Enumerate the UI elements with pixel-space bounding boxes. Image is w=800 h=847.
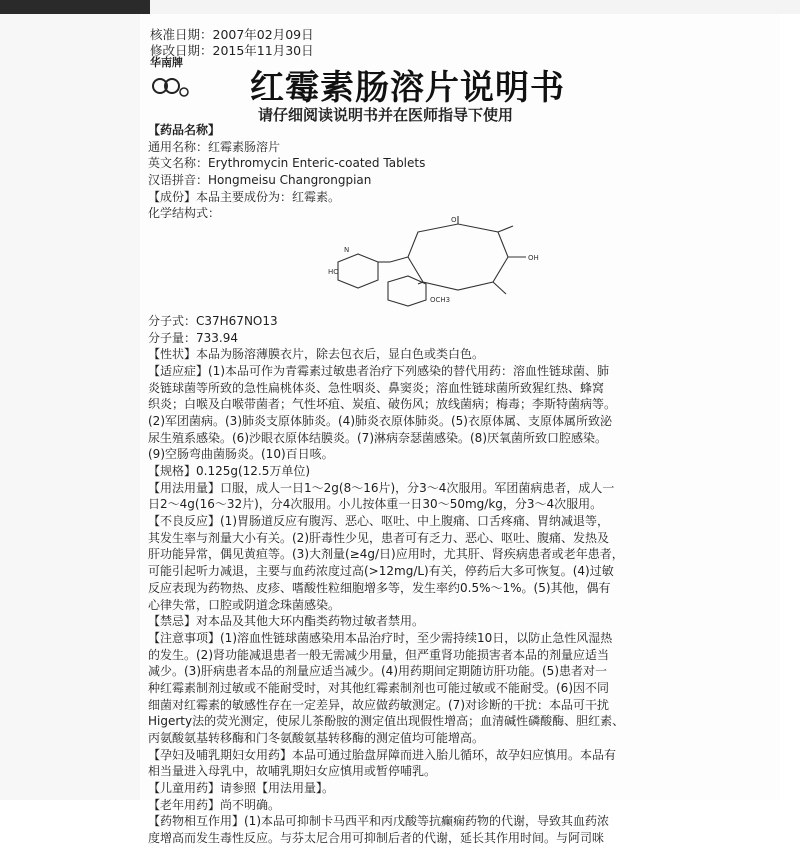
indications-line: 【适应症】(1)本品可作为青霉素过敏患者治疗下列感染的替代用药：溶血性链球菌、肺 (148, 363, 610, 378)
svg-text:N: N (344, 246, 350, 255)
svg-text:O: O (451, 216, 457, 225)
dosage-line: 【用法用量】口服，成人一日1～2g(8～16片)，分3～4次服用。军团菌病患者，成人一 (148, 480, 615, 495)
molecular-formula: 分子式：C37H67NO13 (148, 313, 278, 328)
precautions-line: 丙氨酸氨基转移酶和门冬氨酸氨基转移酶的测定值均可能增高。 (148, 731, 485, 746)
indications-line: (9)空肠弯曲菌肠炎。(10)百日咳。 (148, 447, 334, 462)
adverse-line: 可能引起听力减退，主要与血药浓度过高(>12mg/L)有关，停药后大多可恢复。(4)过敏 (148, 564, 614, 579)
svg-text:HO: HO (328, 268, 339, 277)
interactions-line: 【药物相互作用】(1)本品可抑制卡马西平和丙戊酸等抗癫痫药物的代谢，导致其血药浓 (148, 814, 610, 829)
chemical-structure-diagram (308, 216, 608, 308)
english-name: 英文名称：Erythromycin Enteric-coated Tablets (148, 156, 426, 171)
adverse-line: 【不良反应】(1)胃肠道反应有腹泻、恶心、呕吐、中上腹痛、口舌疼痛、胃纳减退等， (148, 514, 610, 529)
indications-line: 尿生殖系感染。(6)沙眼衣原体结膜炎。(7)淋病奈瑟菌感染。(8)厌氧菌所致口腔感染。 (148, 430, 607, 445)
precautions-line: 的发生。(2)肾功能减退患者一般无需减少用量，但严重肾功能损害者本品的剂量应适当 (148, 647, 610, 662)
svg-text:OCH3: OCH3 (430, 296, 451, 305)
leaflet-body (148, 122, 780, 847)
interactions-line: 度增高而发生毒性反应。与芬太尼合用可抑制后者的代谢，延长其作用时间。与阿司咪 (148, 831, 605, 846)
brand-name: 华南牌 (150, 56, 183, 69)
specification: 【规格】0.125g(12.5万单位) (148, 464, 311, 479)
document-subtitle: 请仔细阅读说明书并在医师指导下使用 (258, 106, 514, 124)
adverse-line: 肝功能异常，偶见黄疸等。(3)大剂量(≥4g/日)应用时，尤其肝、肾疾病患者或老年患者， (148, 547, 624, 562)
indications-line: 织炎；白喉及白喉带菌者；气性坏疽、炭疽、破伤风；放线菌病；梅毒；李斯特菌病等。 (148, 397, 617, 412)
dosage-line: 日2～4g(16～32片)，分4次服用。小儿按体重一日30～50mg/kg，分3～4次服用。 (148, 497, 603, 512)
revision-date: 修改日期：2015年11月30日 (150, 43, 314, 58)
precautions-line: 细菌对红霉素的敏感性存在一定差异，故应做药敏测定。(7)对诊断的干扰：本品可干扰 (148, 697, 610, 712)
children-use: 【儿童用药】请参照【用法用量】。 (148, 781, 335, 796)
drug-name-heading: 【药品名称】 (148, 123, 221, 137)
elderly-use: 【老年用药】尚不明确。 (148, 797, 281, 812)
character: 【性状】本品为肠溶薄膜衣片，除去包衣后，显白色或类白色。 (148, 347, 485, 362)
generic-name: 通用名称：红霉素肠溶片 (148, 139, 281, 154)
svg-text:OH: OH (528, 254, 539, 263)
contraindications: 【禁忌】对本品及其他大环内酯类药物过敏者禁用。 (148, 614, 425, 629)
ingredients: 【成份】本品主要成份为：红霉素。 (148, 189, 341, 204)
precautions-line: 种红霉素制剂过敏或不能耐受时，对其他红霉素制剂也可能过敏或不能耐受。(6)因不同 (148, 680, 610, 695)
precautions-line: Higerty法的荧光测定，使尿儿茶酚胺的测定值出现假性增高；血清碱性磷酸酶、胆红素、 (148, 714, 625, 729)
top-edge-highlight (150, 0, 800, 14)
adverse-line: 心律失常，口腔或阴道念珠菌感染。 (148, 597, 341, 612)
chemical-structure-label: 化学结构式： (148, 206, 221, 221)
background-margin (0, 14, 140, 800)
pregnancy-line: 【孕妇及哺乳期妇女用药】本品可通过胎盘屏障而进入胎儿循环，故孕妇应慎用。本品有 (148, 747, 617, 762)
pinyin-name: 汉语拼音：Hongmeisu Changrongpian (148, 173, 372, 188)
approval-date: 核准日期：2007年02月09日 (150, 27, 314, 42)
pregnancy-line: 相当量进入母乳中，故哺乳期妇女应慎用或暂停哺乳。 (148, 764, 437, 779)
indications-line: (2)军团菌病。(3)肺炎支原体肺炎。(4)肺炎衣原体肺炎。(5)衣原体属、支原体属所致泌 (148, 413, 612, 428)
adverse-line: 其发生率与剂量大小有关。(2)肝毒性少见，患者可有乏力、恶心、呕吐、腹痛、发热及 (148, 530, 610, 545)
molecular-weight: 分子量：733.94 (148, 330, 238, 345)
precautions-line: 减少。(3)肝病患者本品的剂量应适当减少。(4)用药期间定期随访肝功能。(5)患者对一 (148, 664, 607, 679)
document-title: 红霉素肠溶片说明书 (250, 68, 565, 108)
adverse-line: 反应表现为药物热、皮疹、嗜酸性粒细胞增多等，发生率约0.5%～1%。(5)其他，偶有 (148, 580, 611, 595)
precautions-line: 【注意事项】(1)溶血性链球菌感染用本品治疗时，至少需持续10日，以防止急性风湿热 (148, 630, 613, 645)
indications-line: 炎链球菌等所致的急性扁桃体炎、急性咽炎、鼻窦炎；溶血性链球菌所致猩红热、蜂窝 (148, 380, 605, 395)
date-block (150, 27, 410, 58)
brand-logo-icon (150, 72, 190, 102)
